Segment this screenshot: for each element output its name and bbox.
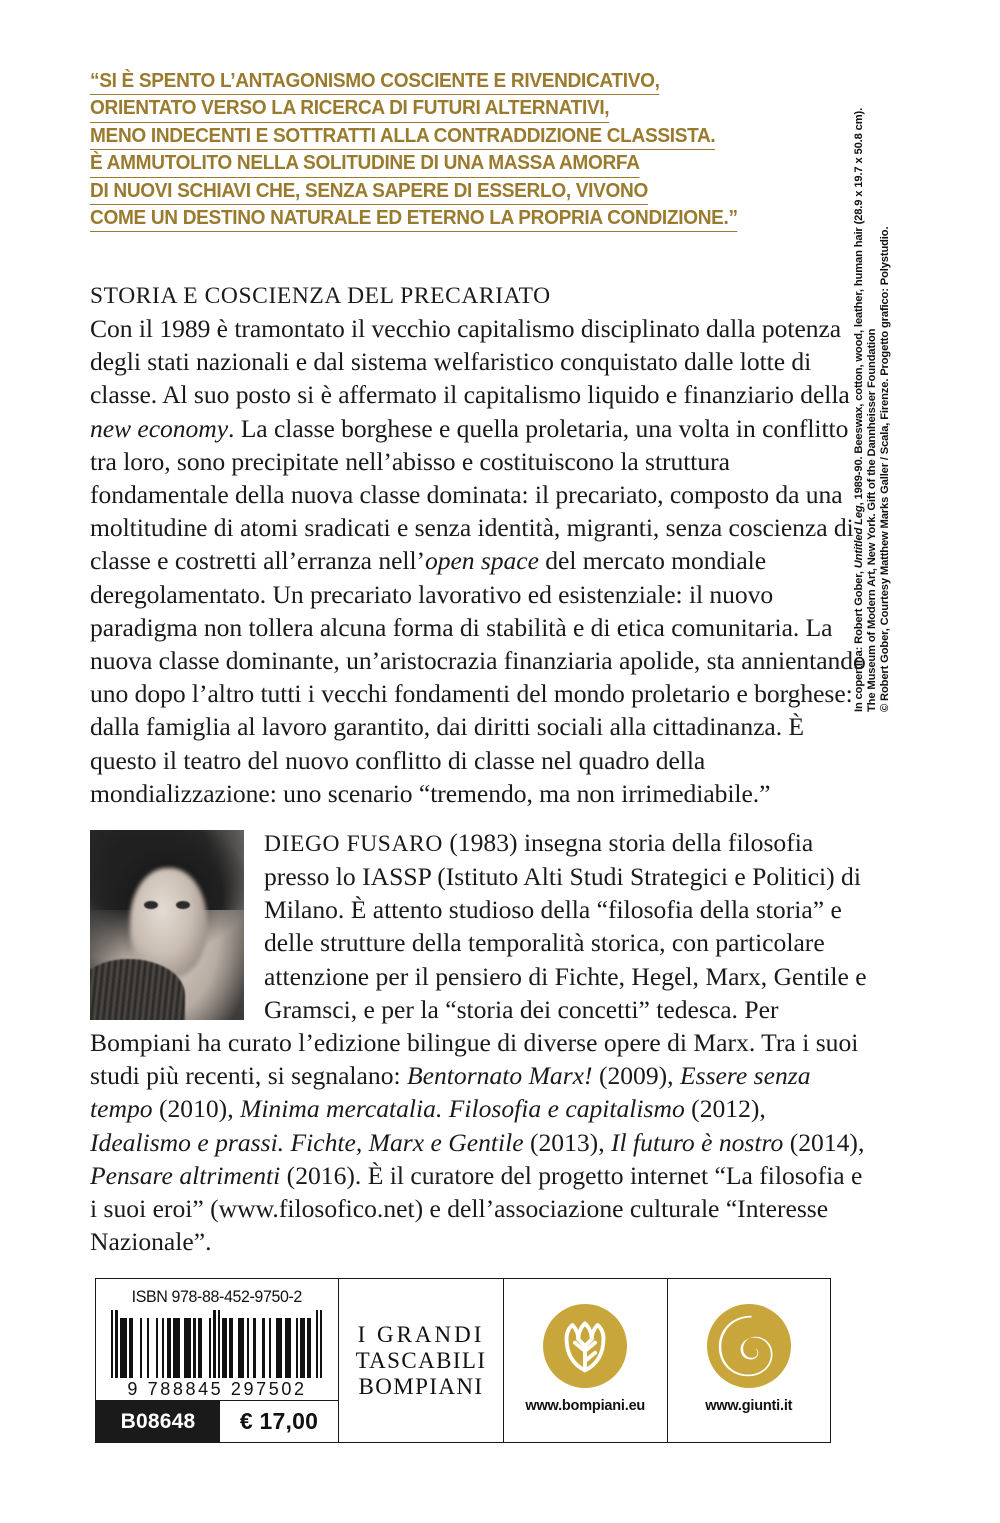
barcode-digits: 9 788845 297502 (127, 1379, 307, 1399)
quote-line: ORIENTATO VERSO LA RICERCA DI FUTURI ALTERNATIVI, (90, 95, 609, 122)
credit-line-2: The Museum of Modern Art, New York. Gift of the Dannheisser Foundation (866, 328, 879, 712)
credit-line-1: In copertina: Robert Gober, Untitled Leg, 1989-90. Beeswax, cotton, wood, leather, human hair (28.9 x 19.7 x 50.8 cm). (853, 107, 865, 712)
imprint-cell (339, 1279, 504, 1442)
barcode-area (96, 1279, 338, 1400)
cover-quote (90, 68, 880, 232)
imprint-line-2: TASCABILI (355, 1347, 487, 1373)
author-bio-text: (1983) insegna storia della filosofia presso lo IASSP (Istituto Alti Studi Strategici e Politici) di Milano. È attento studioso della “filosofia della storia” e delle strutture della temporalità storica, con particolare attenzione per il pensiero di Fichte, Hegel, Marx, Gentile e Gramsci, e per la “storia dei concetti” tedesca. Per Bompiani ha curato l’edizione bilingue di diverse opere di Marx. Tra i suoi studi più recenti, si segnalano: Bentornato Marx! (2009), Essere senza tempo (2010), Minima mercatalia. Filosofia e capitalismo (2012), Idealismo e prassi. Fichte, Marx e Gentile (2013), Il futuro è nostro (2014), Pensare altrimenti (2016). È il curatore del progetto internet “La filosofia e i suoi eroi” (www.filosofico.net) e dell’associazione culturale “Interesse Nazionale”. (90, 828, 867, 1257)
bompiani-url[interactable]: www.bompiani.eu (525, 1397, 646, 1414)
author-portrait-photo (90, 830, 244, 1020)
bompiani-publisher-cell (504, 1279, 668, 1442)
price-label: € 17,00 (239, 1408, 319, 1434)
imprint-name (356, 1322, 487, 1400)
quote-line: COME UN DESTINO NATURALE ED ETERNO LA PROPRIA CONDIZIONE.” (90, 205, 738, 232)
credit-line-3: © Robert Gober, Courtesy Matthew Marks Galler / Scala, Firenze. Progetto grafico: Polystudio. (879, 226, 892, 712)
giunti-publisher-cell (668, 1279, 831, 1442)
bompiani-logo-icon (543, 1304, 627, 1388)
book-blurb (90, 281, 872, 810)
blurb-body: Con il 1989 è tramontato il vecchio capitalismo disciplinato dalla potenza degli stati nazionali e dal sistema welfaristico conquistato dalle lotte di classe. Al suo posto si è affermato il capitalismo liquido e finanziario della new economy. La classe borghese e quella proletaria, una volta in conflitto tra loro, sono precipitate nell’abisso e costituiscono la struttura fondamentale della nuova classe dominata: il precariato, composto da una moltitudine di atomi sradicati e senza identità, migranti, senza coscienza di classe e costretti all’erranza nell’open space del mercato mondiale deregolamentato. Un precariato lavorativo ed esistenziale: il nuovo paradigma non tollera alcuna forma di stabilità e di etica comunitaria. La nuova classe dominante, un’aristocrazia finanziaria apolide, sta annientando uno dopo l’altro tutti i vecchi fondamenti del mondo proletario e borghese: dalla famiglia al lavoro garantito, dai diritti sociali alla cittadinanza. È questo il teatro del nuovo conflitto di classe nel quadro della mondializzazione: uno scenario “tremendo, ma non irrimediabile.” (90, 314, 866, 808)
imprint-line-1: I GRANDI (357, 1321, 485, 1347)
internal-code: B08648 (96, 1401, 220, 1442)
barcode-cell (96, 1279, 339, 1442)
bottom-info-strip (95, 1278, 831, 1443)
quote-line: “SI È SPENTO L’ANTAGONISMO COSCIENTE E RIVENDICATIVO, (90, 68, 660, 95)
code-price-row (96, 1400, 338, 1442)
barcode-bars-icon (111, 1310, 323, 1378)
imprint-line-3: BOMPIANI (358, 1373, 484, 1399)
quote-line: MENO INDECENTI E SOTTRATTI ALLA CONTRADDIZIONE CLASSISTA. (90, 123, 715, 150)
giunti-logo-icon (707, 1304, 791, 1388)
giunti-url[interactable]: www.giunti.it (705, 1397, 793, 1414)
quote-line: È AMMUTOLITO NELLA SOLITUDINE DI UNA MASSA AMORFA (90, 150, 640, 177)
blurb-heading: STORIA E COSCIENZA DEL PRECARIATO (90, 283, 551, 309)
quote-line: DI NUOVI SCHIAVI CHE, SENZA SAPERE DI ESSERLO, VIVONO (90, 178, 648, 205)
cover-image-credit (853, 0, 893, 712)
author-name: DIEGO FUSARO (264, 831, 443, 857)
author-bio (90, 826, 872, 1258)
isbn-label: ISBN 978-88-452-9750-2 (131, 1288, 303, 1306)
